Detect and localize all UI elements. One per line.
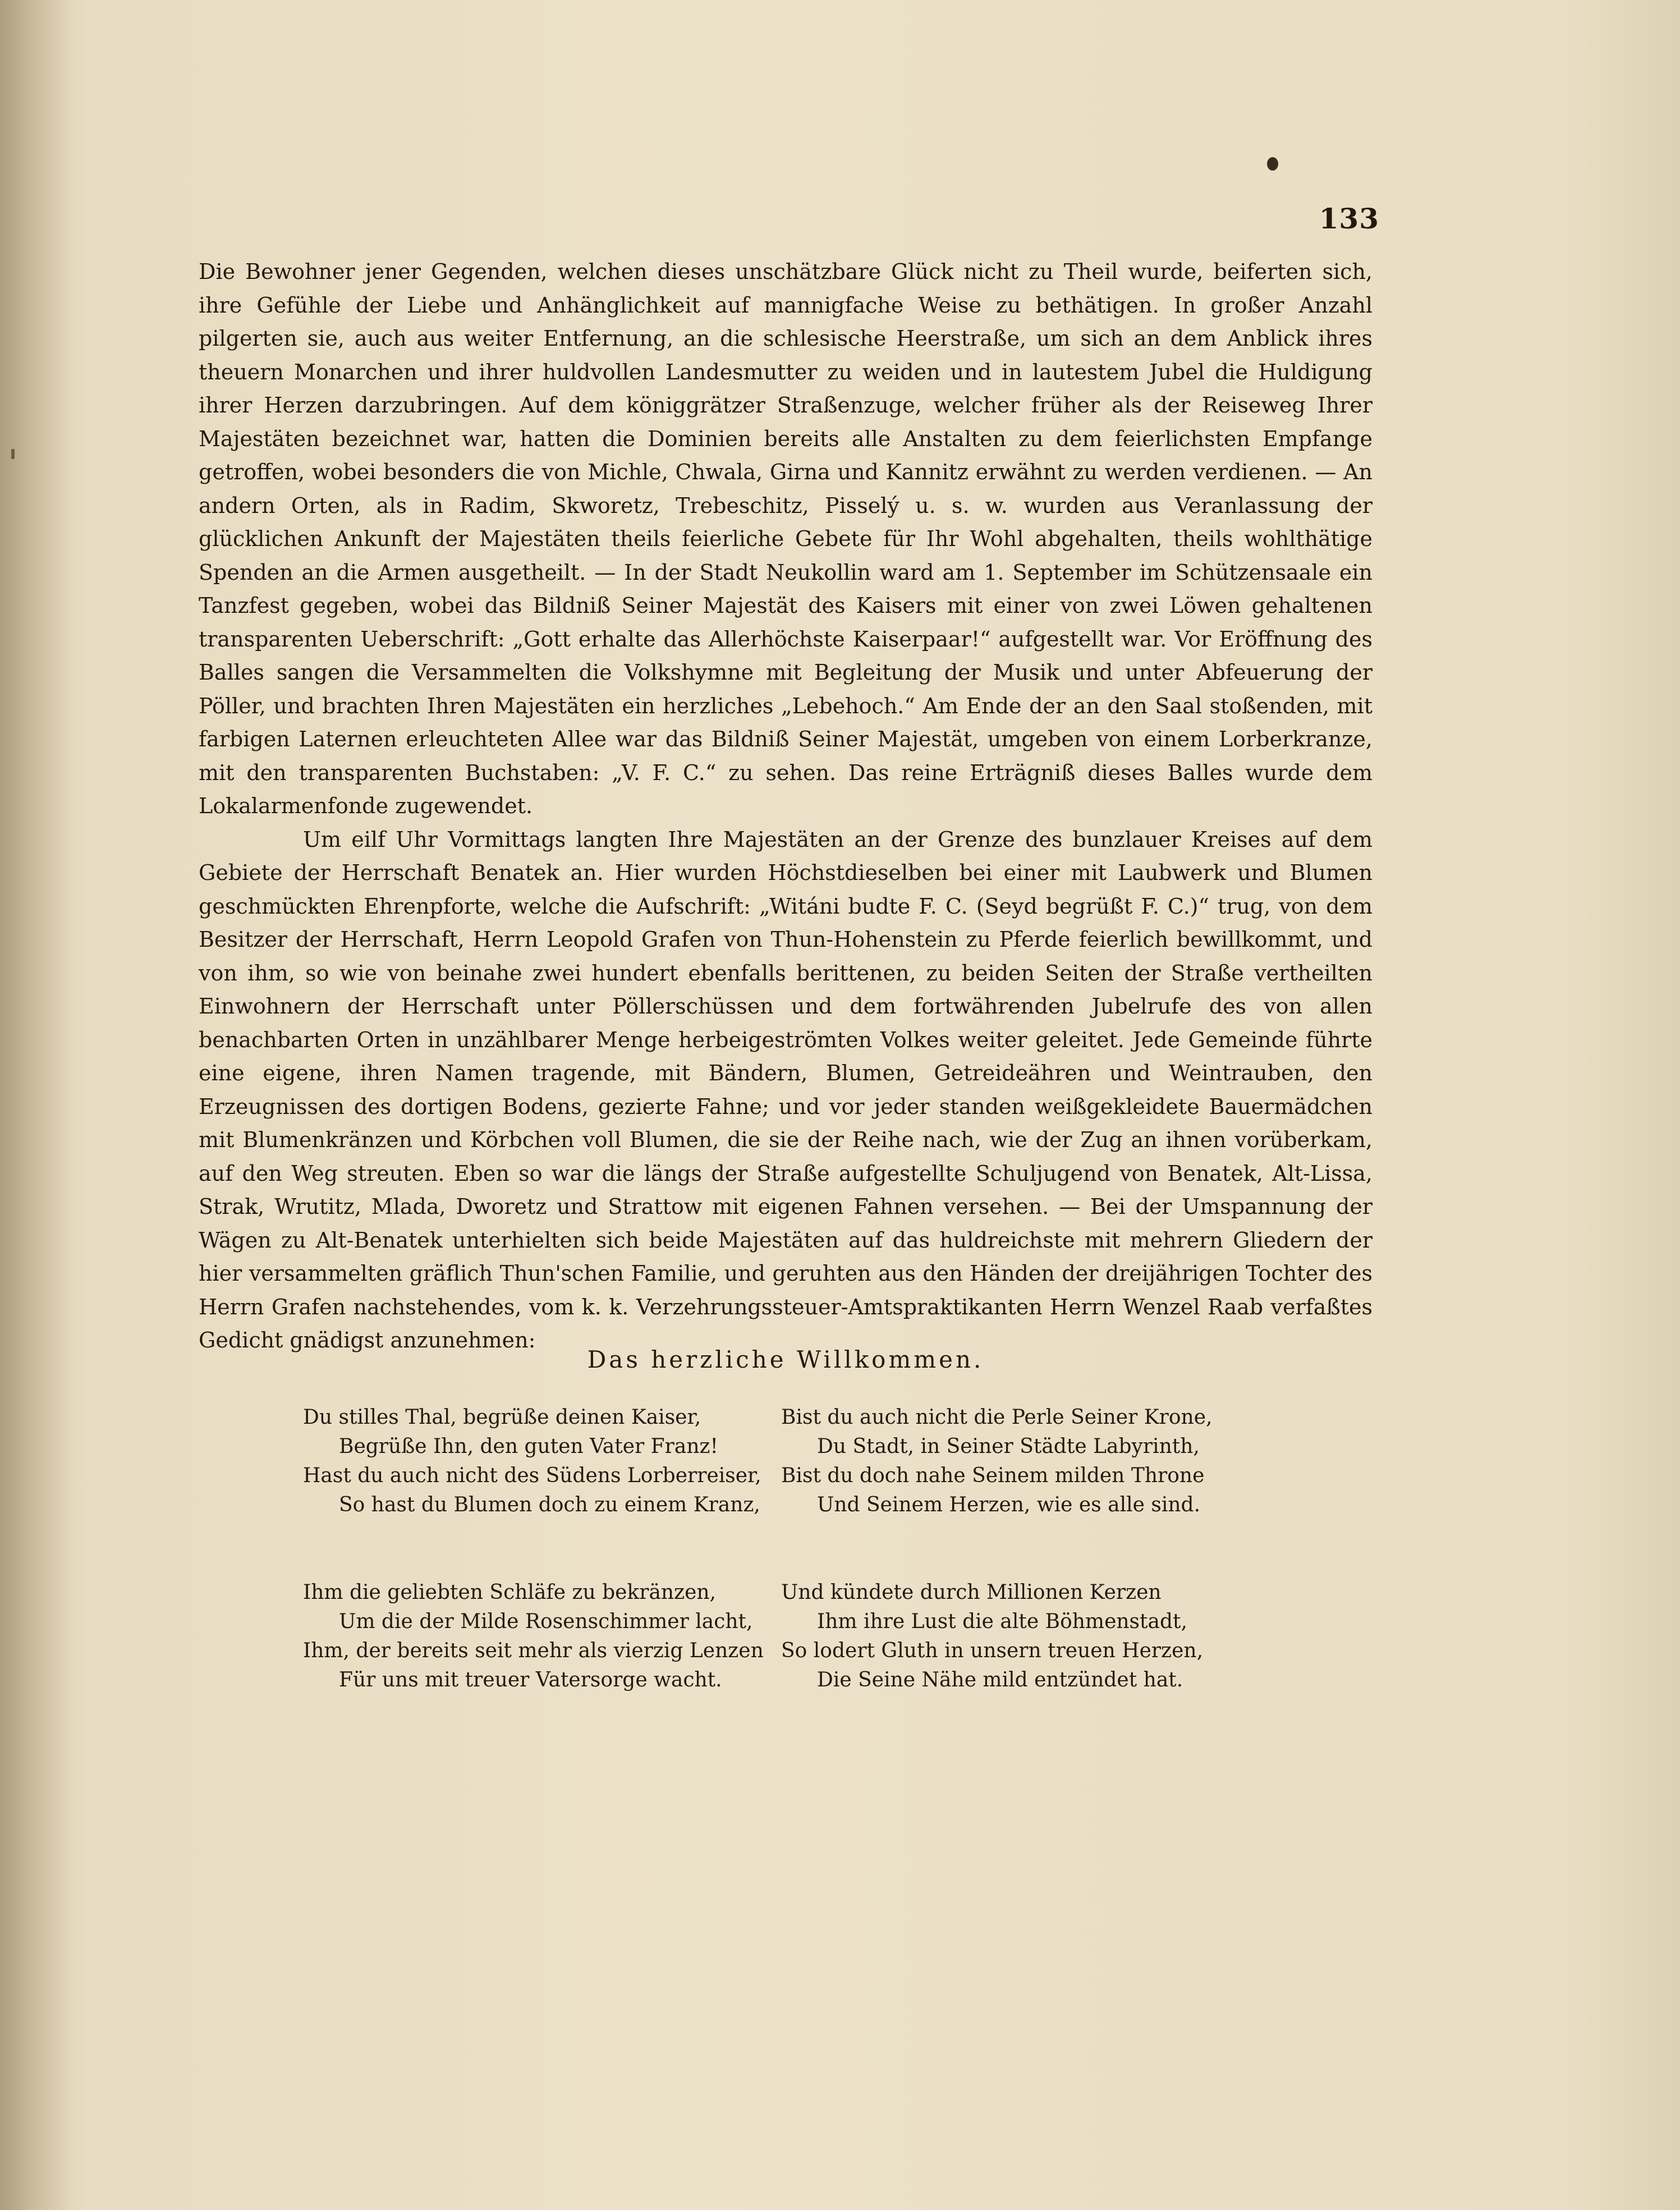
poem-line: Um die der Milde Rosenschimmer lacht, <box>339 1610 753 1633</box>
poem-line: Für uns mit treuer Vatersorge wacht. <box>339 1668 722 1691</box>
poem-line: So lodert Gluth in unsern treuen Herzen, <box>781 1639 1204 1662</box>
poem-title: Das herzliche Willkommen. <box>587 1346 984 1373</box>
body-text <box>199 255 1373 1358</box>
poem-line: Hast du auch nicht des Südens Lorberreiser, <box>303 1464 761 1487</box>
poem-line: Und kündete durch Millionen Kerzen <box>781 1581 1162 1604</box>
poem-line: Und Seinem Herzen, wie es alle sind. <box>817 1493 1201 1516</box>
poem-stanza <box>303 1578 763 1695</box>
poem-line: Ihm, der bereits seit mehr als vierzig Lenzen <box>303 1639 764 1662</box>
poem-line: Ihm die geliebten Schläfe zu bekränzen, <box>303 1581 716 1604</box>
poem-stanza <box>781 1403 1286 1520</box>
poem-column-left <box>303 1403 763 1753</box>
binding-shadow <box>0 0 73 2210</box>
poem-line: Ihm ihre Lust die alte Böhmenstadt, <box>817 1610 1187 1633</box>
page-number: 133 <box>1319 202 1379 235</box>
poem-line: Begrüße Ihn, den guten Vater Franz! <box>339 1435 718 1458</box>
poem-column-right <box>781 1403 1286 1753</box>
poem-line: Bist du doch nahe Seinem milden Throne <box>781 1464 1205 1487</box>
poem-stanza <box>781 1578 1286 1695</box>
margin-mark <box>11 449 15 459</box>
poem-line: Die Seine Nähe mild entzündet hat. <box>817 1668 1183 1691</box>
poem-line: So hast du Blumen doch zu einem Kranz, <box>339 1493 760 1516</box>
poem-line: Bist du auch nicht die Perle Seiner Krone, <box>781 1406 1213 1429</box>
poem-line: Du Stadt, in Seiner Städte Labyrinth, <box>817 1435 1200 1458</box>
paragraph-2: Um eilf Uhr Vormittags langten Ihre Majestäten an der Grenze des bunzlauer Kreises auf dem Gebiete der Herrschaft Benatek an. Hier wurden Höchstdieselben bei einer mit Laubwerk und Blumen geschmückten Ehrenpforte, welche die Aufschrift: „Witáni budte F. C. (Seyd begrüßt F. C.)“ trug, von dem Besitzer der Herrschaft, Herrn Leopold Grafen von Thun-Hohenstein zu Pferde feierlich bewillkommt, und von ihm, so wie von beinahe zwei hundert ebenfalls berittenen, zu beiden Seiten der Straße vertheilten Einwohnern der Herrschaft unter Pöllerschüssen und dem fortwährenden Jubelrufe des von allen benachbarten Orten in unzählbarer Menge herbeigeströmten Volkes weiter geleitet. Jede Gemeinde führte eine eigene, ihren Namen tragende, mit Bändern, Blumen, Getreideähren und Weintrauben, den Erzeugnissen des dortigen Bodens, gezierte Fahne; und vor jeder standen weißgekleidete Bauermädchen mit Blumenkränzen und Körbchen voll Blumen, die sie der Reihe nach, wie der Zug an ihnen vorüberkam, auf den Weg streuten. Eben so war die längs der Straße aufgestellte Schuljugend von Benatek, Alt-Lissa, Strak, Wrutitz, Mlada, Dworetz und Strattow mit eigenen Fahnen versehen. — Bei der Umspannung der Wägen zu Alt-Benatek unterhielten sich beide Majestäten auf das huldreichste mit mehrern Gliedern der hier versammelten gräflich Thun'schen Familie, und geruhten aus den Händen der dreijährigen Tochter des Herrn Grafen nachstehendes, vom k. k. Verzehrungssteuer-Amtspraktikanten Herrn Wenzel Raab verfaßtes Gedicht gnädigst anzunehmen: <box>199 827 1373 1352</box>
ink-spot <box>1267 157 1278 171</box>
poem-line: Du stilles Thal, begrüße deinen Kaiser, <box>303 1406 701 1429</box>
paragraph-1: Die Bewohner jener Gegenden, welchen dieses unschätzbare Glück nicht zu Theil wurde, beiferten sich, ihre Gefühle der Liebe und Anhänglichkeit auf mannigfache Weise zu bethätigen. In großer Anzahl pilgerten sie, auch aus weiter Entfernung, an die schlesische Heerstraße, um sich an dem Anblick ihres theuern Monarchen und ihrer huldvollen Landesmutter zu weiden und in lautestem Jubel die Huldigung ihrer Herzen darzubringen. Auf dem königgrätzer Straßenzuge, welcher früher als der Reiseweg Ihrer Majestäten bezeichnet war, hatten die Dominien bereits alle Anstalten zu dem feierlichsten Empfange getroffen, wobei besonders die von Michle, Chwala, Girna und Kannitz erwähnt zu werden verdienen. — An andern Orten, als in Radim, Skworetz, Trebeschitz, Pisselý u. s. w. wurden aus Veranlassung der glücklichen Ankunft der Majestäten theils feierliche Gebete für Ihr Wohl abgehalten, theils wohlthätige Spenden an die Armen ausgetheilt. — In der Stadt Neukollin ward am 1. September im Schützensaale ein Tanzfest gegeben, wobei das Bildniß Seiner Majestät des Kaisers mit einer von zwei Löwen gehaltenen transparenten Ueberschrift: „Gott erhalte das Allerhöchste Kaiserpaar!“ aufgestellt war. Vor Eröffnung des Balles sangen die Versammelten die Volkshymne mit Begleitung der Musik und unter Abfeuerung der Pöller, und brachten Ihren Majestäten ein herzliches „Lebehoch.“ Am Ende der an den Saal stoßenden, mit farbigen Laternen erleuchteten Allee war das Bildniß Seiner Majestät, umgeben von einem Lorberkranze, mit den transparenten Buchstaben: „V. F. C.“ zu sehen. Das reine Erträgniß dieses Balles wurde dem Lokalarmenfonde zugewendet. <box>199 259 1373 818</box>
poem-stanza <box>303 1403 763 1520</box>
